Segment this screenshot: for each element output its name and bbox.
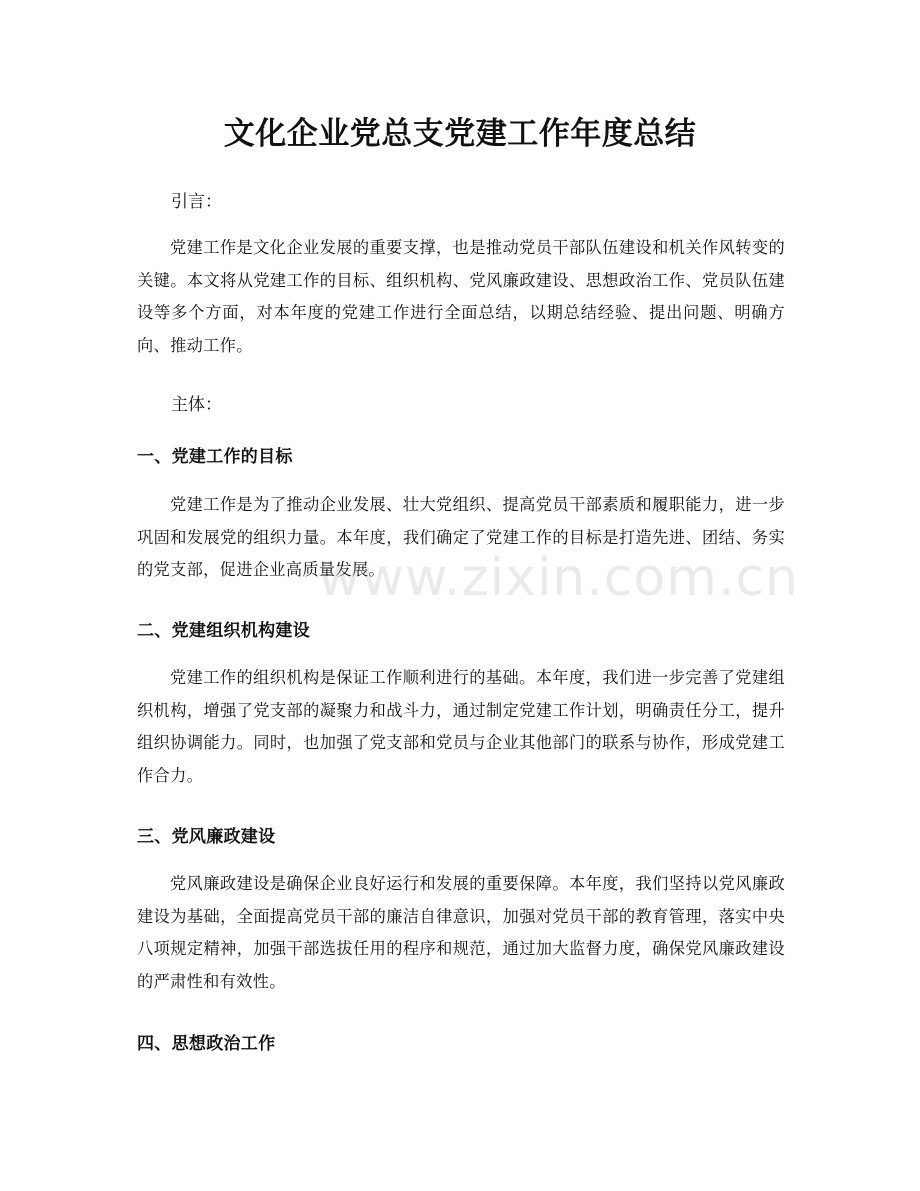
intro-paragraph: 党建工作是文化企业发展的重要支撑，也是推动党员干部队伍建设和机关作风转变的关键。本文将从党建工作的目标、组织机构、党风廉政建设、思想政治工作、党员队伍建设等多个方面，对本年度的党建工作进行全面总结，以期总结经验、提出问题、明确方向、推动工作。	[137, 238, 785, 355]
body-label: 主体：	[171, 395, 222, 415]
section-heading-1: 一、党建工作的目标	[137, 447, 293, 467]
section-paragraph-1: 党建工作是为了推动企业发展、壮大党组织、提高党员干部素质和履职能力，进一步巩固和发展党的组织力量。本年度，我们确定了党建工作的目标是打造先进、团结、务实的党支部，促进企业高质量发展。	[137, 495, 785, 579]
section-heading-2: 二、党建组织机构建设	[137, 621, 310, 641]
watermark: www.zixin.com.cn	[318, 548, 799, 608]
section-heading-4: 四、思想政治工作	[137, 1034, 276, 1054]
section-heading-3: 三、党风廉政建设	[137, 827, 276, 847]
section-paragraph-2: 党建工作的组织机构是保证工作顺利进行的基础。本年度，我们进一步完善了党建组织机构，增强了党支部的凝聚力和战斗力，通过制定党建工作计划，明确责任分工，提升组织协调能力。同时，也加强了党支部和党员与企业其他部门的联系与协作，形成党建工作合力。	[137, 668, 785, 785]
section-paragraph-3: 党风廉政建设是确保企业良好运行和发展的重要保障。本年度，我们坚持以党风廉政建设为基础，全面提高党员干部的廉洁自律意识，加强对党员干部的教育管理，落实中央八项规定精神，加强干部选拔任用的程序和规范，通过加大监督力度，确保党风廉政建设的严肃性和有效性。	[137, 874, 785, 991]
intro-label: 引言：	[171, 192, 222, 212]
document-title: 文化企业党总支党建工作年度总结	[223, 116, 697, 152]
